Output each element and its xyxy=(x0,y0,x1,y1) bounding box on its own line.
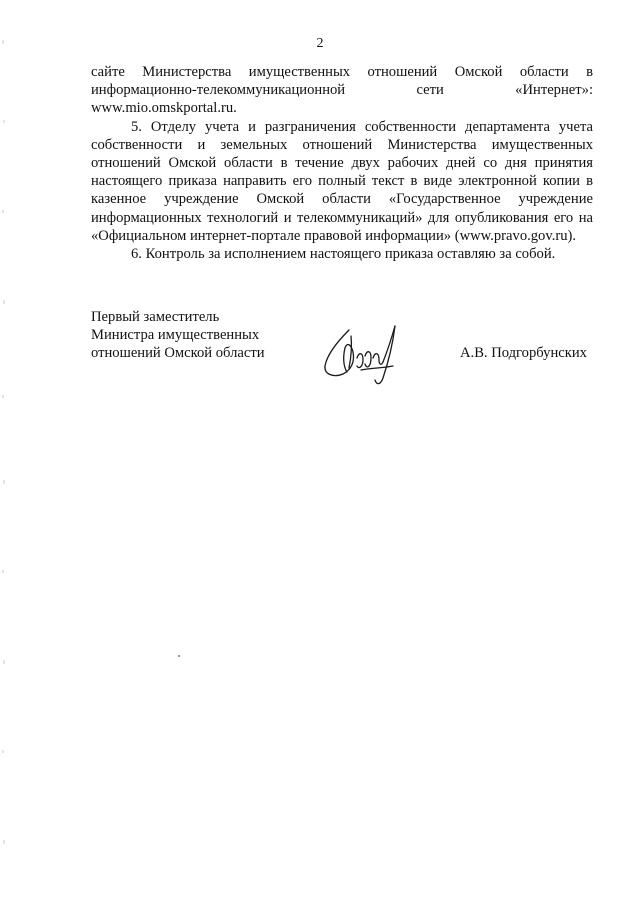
signature-block xyxy=(91,308,601,398)
paragraph-item-5: 5. Отделу учета и разграничения собственности департамента учета собственности и земельных отношений Министерства имущественных отношений Омской области в течение двух рабочих дней со дня принятия настоящего приказа направить его полный текст в виде электронной копии в казенное учреждение Омской области «Государственное учреждение информационных технологий и телекоммуникаций» для опубликования его на «Официальном интернет-портале правовой информации» (www.pravo.gov.ru). xyxy=(91,118,593,244)
document-body xyxy=(91,63,593,263)
paragraph-item-6: 6. Контроль за исполнением настоящего приказа оставляю за собой. xyxy=(131,246,556,263)
signer-title-line-3: отношений Омской области xyxy=(91,345,265,362)
signer-title-line-2: Министра имущественных xyxy=(91,327,260,344)
scan-speck xyxy=(178,655,180,657)
page-number: 2 xyxy=(316,36,324,51)
handwritten-signature xyxy=(321,322,405,388)
signer-title-line-1: Первый заместитель xyxy=(91,309,220,325)
signer-name: А.В. Подгорбунских xyxy=(460,345,587,361)
paragraph-continuation: сайте Министерства имущественных отношений Омской области в информационно-телекоммуникационной сети «Интернет»: www.mio.omskportal.ru. xyxy=(91,64,593,117)
scan-edge-marks xyxy=(2,0,6,905)
